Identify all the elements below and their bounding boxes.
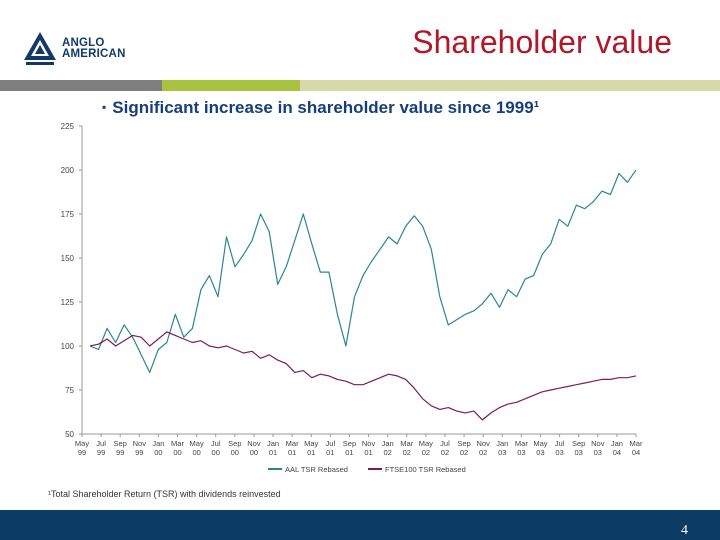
logo-line2: AMERICAN xyxy=(62,48,126,60)
x-tick-label-month: Jan xyxy=(496,439,509,448)
x-tick-label-month: May xyxy=(304,439,319,448)
x-tick-label-month: Sep xyxy=(572,439,586,448)
header-band-green xyxy=(162,80,300,91)
x-tick-label-year: 02 xyxy=(479,448,488,457)
x-tick-label-month: Nov xyxy=(132,439,146,448)
page-number: 4 xyxy=(681,523,688,538)
x-tick-label-year: 01 xyxy=(345,448,354,457)
y-tick-label: 50 xyxy=(65,430,74,439)
x-tick-label-month: May xyxy=(74,439,90,448)
x-tick-label-year: 99 xyxy=(77,448,87,457)
x-tick-label-month: May xyxy=(533,439,548,448)
series-line-ftse100-tsr xyxy=(90,332,636,420)
x-tick-label-month: Nov xyxy=(476,439,490,448)
x-tick-label-month: Sep xyxy=(228,439,242,448)
y-tick-label: 100 xyxy=(60,342,74,351)
x-tick-label-month: Mar xyxy=(171,439,184,448)
x-tick-label-month: May xyxy=(418,439,433,448)
logo-line1: ANGLO xyxy=(62,37,105,49)
tsr-line-chart xyxy=(0,118,720,488)
x-tick-label-year: 99 xyxy=(135,448,144,457)
x-tick-label-year: 99 xyxy=(116,448,125,457)
header-band-dark xyxy=(0,80,162,91)
x-tick-label-year: 03 xyxy=(498,448,507,457)
x-tick-label-year: 02 xyxy=(402,448,411,457)
x-tick-label-year: 00 xyxy=(173,448,182,457)
x-tick-label-year: 00 xyxy=(154,448,163,457)
x-tick-label-year: 00 xyxy=(192,448,201,457)
y-tick-label: 225 xyxy=(60,122,74,131)
subtitle xyxy=(102,98,539,118)
bullet-icon: ▪ xyxy=(102,100,107,114)
footnote: ¹Total Shareholder Return (TSR) with dividends reinvested xyxy=(48,489,281,499)
x-tick-label-month: Mar xyxy=(285,439,299,448)
x-tick-label-month: Jul xyxy=(554,439,565,448)
x-tick-label-month: Mar xyxy=(514,439,528,448)
x-tick-label-month: Mar xyxy=(629,439,643,448)
x-tick-label-year: 01 xyxy=(307,448,316,457)
y-tick-label: 175 xyxy=(60,210,74,219)
x-tick-label-month: Jan xyxy=(152,439,165,448)
x-tick-label-month: Sep xyxy=(113,439,127,448)
y-tick-label: 200 xyxy=(60,166,74,175)
x-tick-label-month: Jul xyxy=(210,439,221,448)
x-tick-label-year: 00 xyxy=(211,448,220,457)
x-tick-label-month: Sep xyxy=(457,439,471,448)
anglo-american-logo-mark-icon xyxy=(22,30,58,70)
anglo-american-logo xyxy=(22,30,142,70)
legend-label-aal-tsr: AAL TSR Rebased xyxy=(285,465,348,474)
x-tick-label-year: 00 xyxy=(249,448,259,457)
x-tick-label-month: Sep xyxy=(342,439,357,448)
x-tick-label-year: 01 xyxy=(364,448,373,457)
legend-label-ftse100-tsr: FTSE100 TSR Rebased xyxy=(385,465,466,474)
x-tick-label-month: Nov xyxy=(361,439,376,448)
series-line-aal-tsr xyxy=(90,170,636,372)
x-tick-label-year: 01 xyxy=(268,448,278,457)
x-tick-label-year: 02 xyxy=(421,448,431,457)
x-tick-label-year: 02 xyxy=(383,448,392,457)
x-tick-label-month: Jul xyxy=(325,439,336,448)
logo-text xyxy=(62,38,126,60)
page-title: Shareholder value xyxy=(412,24,672,60)
x-tick-label-year: 99 xyxy=(96,448,106,457)
x-tick-label-year: 01 xyxy=(326,448,335,457)
x-tick-label-year: 02 xyxy=(440,448,450,457)
x-tick-label-year: 02 xyxy=(459,448,469,457)
x-tick-label-year: 04 xyxy=(612,448,622,457)
x-tick-label-year: 03 xyxy=(536,448,545,457)
x-tick-label-month: Nov xyxy=(247,439,261,448)
x-tick-label-year: 01 xyxy=(287,448,297,457)
x-tick-label-month: May xyxy=(189,439,204,448)
x-tick-label-year: 04 xyxy=(631,448,641,457)
y-tick-label: 125 xyxy=(60,298,74,307)
x-tick-label-month: Mar xyxy=(400,439,414,448)
x-tick-label-month: Jul xyxy=(96,439,106,448)
footer-bar xyxy=(0,510,720,540)
x-tick-label-year: 03 xyxy=(517,448,526,457)
y-tick-label: 150 xyxy=(60,254,74,263)
y-tick-label: 75 xyxy=(65,386,74,395)
x-tick-label-month: Jan xyxy=(381,439,394,448)
x-tick-label-year: 03 xyxy=(593,448,602,457)
header-band-light xyxy=(300,80,720,91)
x-tick-label-month: Jan xyxy=(610,439,623,448)
x-tick-label-year: 03 xyxy=(555,448,564,457)
x-tick-label-month: Jul xyxy=(440,439,450,448)
x-tick-label-year: 00 xyxy=(230,448,239,457)
x-tick-label-year: 03 xyxy=(574,448,583,457)
x-tick-label-month: Jan xyxy=(266,439,280,448)
x-tick-label-month: Nov xyxy=(591,439,605,448)
subtitle-text: Significant increase in shareholder value since 1999¹ xyxy=(112,98,540,117)
